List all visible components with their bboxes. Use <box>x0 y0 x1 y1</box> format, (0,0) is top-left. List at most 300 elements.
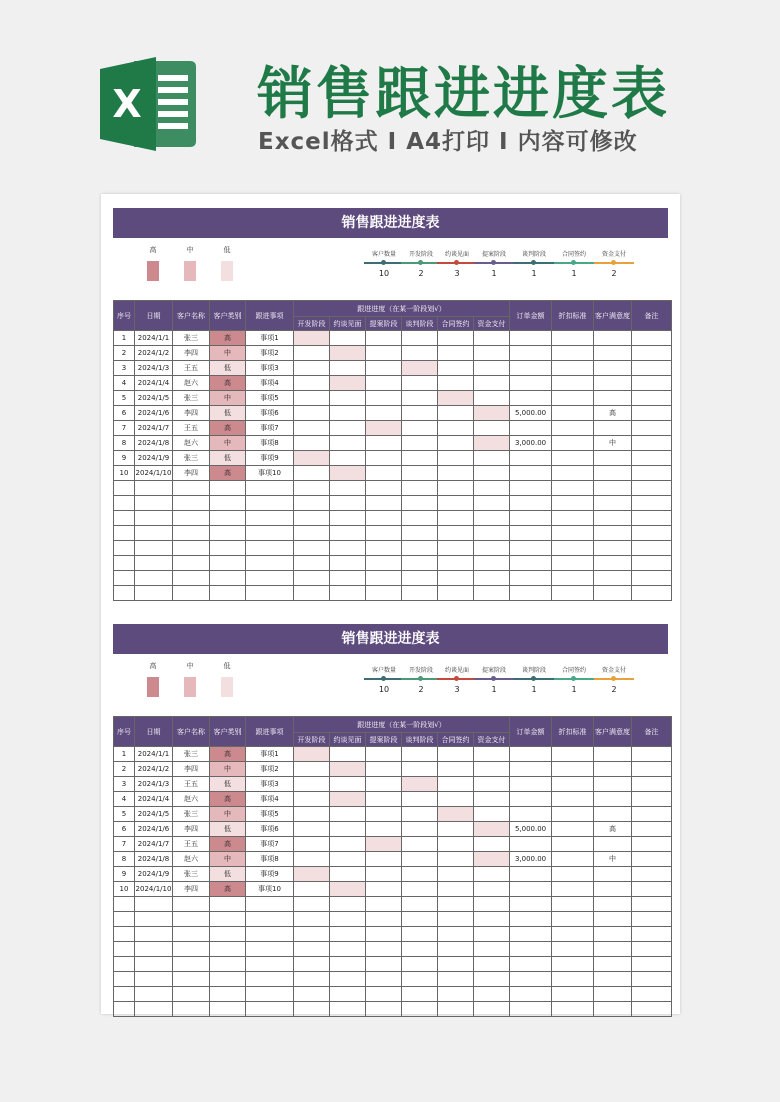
cell-note[interactable] <box>632 777 672 792</box>
cell-stage[interactable] <box>330 837 366 852</box>
cell-customer[interactable]: 张三 <box>173 391 210 406</box>
cell-empty[interactable] <box>210 586 246 601</box>
cell-empty[interactable] <box>366 511 402 526</box>
cell-empty[interactable] <box>246 957 294 972</box>
cell-discount[interactable] <box>552 807 594 822</box>
cell-empty[interactable] <box>474 541 510 556</box>
cell-stage[interactable] <box>366 822 402 837</box>
cell-date[interactable]: 2024/1/9 <box>135 451 173 466</box>
cell-category[interactable]: 中 <box>210 762 246 777</box>
cell-empty[interactable] <box>594 972 632 987</box>
cell-empty[interactable] <box>246 972 294 987</box>
cell-empty[interactable] <box>402 571 438 586</box>
cell-empty[interactable] <box>402 526 438 541</box>
cell-satisfaction[interactable] <box>594 777 632 792</box>
cell-stage[interactable] <box>474 852 510 867</box>
cell-date[interactable]: 2024/1/6 <box>135 822 173 837</box>
cell-empty[interactable] <box>366 481 402 496</box>
cell-amount[interactable]: 3,000.00 <box>510 852 552 867</box>
cell-empty[interactable] <box>402 927 438 942</box>
cell-empty[interactable] <box>246 541 294 556</box>
cell-empty[interactable] <box>474 1002 510 1017</box>
cell-discount[interactable] <box>552 822 594 837</box>
cell-seq[interactable]: 9 <box>114 867 135 882</box>
cell-stage[interactable] <box>330 762 366 777</box>
cell-stage[interactable] <box>438 436 474 451</box>
cell-empty[interactable] <box>402 481 438 496</box>
cell-stage[interactable] <box>294 406 330 421</box>
cell-stage[interactable] <box>366 777 402 792</box>
cell-empty[interactable] <box>114 481 135 496</box>
cell-stage[interactable] <box>330 867 366 882</box>
cell-note[interactable] <box>632 376 672 391</box>
cell-empty[interactable] <box>474 511 510 526</box>
cell-empty[interactable] <box>632 897 672 912</box>
cell-discount[interactable] <box>552 346 594 361</box>
cell-empty[interactable] <box>330 526 366 541</box>
cell-item[interactable]: 事项2 <box>246 762 294 777</box>
cell-empty[interactable] <box>294 1002 330 1017</box>
cell-empty[interactable] <box>402 912 438 927</box>
cell-empty[interactable] <box>510 586 552 601</box>
cell-stage[interactable] <box>402 391 438 406</box>
cell-satisfaction[interactable] <box>594 391 632 406</box>
cell-empty[interactable] <box>510 972 552 987</box>
cell-date[interactable]: 2024/1/8 <box>135 852 173 867</box>
cell-empty[interactable] <box>330 541 366 556</box>
cell-customer[interactable]: 赵六 <box>173 852 210 867</box>
cell-amount[interactable]: 5,000.00 <box>510 406 552 421</box>
cell-stage[interactable] <box>402 867 438 882</box>
cell-customer[interactable]: 李四 <box>173 466 210 481</box>
cell-empty[interactable] <box>366 556 402 571</box>
cell-item[interactable]: 事项10 <box>246 466 294 481</box>
cell-empty[interactable] <box>330 897 366 912</box>
cell-stage[interactable] <box>474 837 510 852</box>
cell-seq[interactable]: 2 <box>114 346 135 361</box>
cell-empty[interactable] <box>552 897 594 912</box>
cell-discount[interactable] <box>552 777 594 792</box>
cell-category[interactable]: 低 <box>210 406 246 421</box>
cell-empty[interactable] <box>438 987 474 1002</box>
cell-stage[interactable] <box>366 852 402 867</box>
cell-stage[interactable] <box>330 777 366 792</box>
cell-amount[interactable] <box>510 376 552 391</box>
cell-discount[interactable] <box>552 837 594 852</box>
cell-stage[interactable] <box>438 852 474 867</box>
cell-seq[interactable]: 1 <box>114 331 135 346</box>
cell-empty[interactable] <box>552 481 594 496</box>
cell-empty[interactable] <box>594 511 632 526</box>
cell-stage[interactable] <box>438 391 474 406</box>
cell-stage[interactable] <box>402 436 438 451</box>
cell-stage[interactable] <box>330 391 366 406</box>
cell-empty[interactable] <box>510 927 552 942</box>
cell-empty[interactable] <box>474 972 510 987</box>
cell-empty[interactable] <box>402 987 438 1002</box>
cell-empty[interactable] <box>632 481 672 496</box>
cell-amount[interactable] <box>510 837 552 852</box>
cell-stage[interactable] <box>438 421 474 436</box>
cell-amount[interactable]: 5,000.00 <box>510 822 552 837</box>
cell-empty[interactable] <box>246 511 294 526</box>
cell-amount[interactable] <box>510 346 552 361</box>
cell-stage[interactable] <box>474 867 510 882</box>
cell-empty[interactable] <box>173 556 210 571</box>
cell-empty[interactable] <box>114 942 135 957</box>
cell-seq[interactable]: 10 <box>114 466 135 481</box>
cell-empty[interactable] <box>402 556 438 571</box>
cell-empty[interactable] <box>594 526 632 541</box>
cell-empty[interactable] <box>474 571 510 586</box>
cell-stage[interactable] <box>438 406 474 421</box>
cell-empty[interactable] <box>594 571 632 586</box>
cell-empty[interactable] <box>173 912 210 927</box>
cell-date[interactable]: 2024/1/3 <box>135 361 173 376</box>
cell-empty[interactable] <box>135 586 173 601</box>
cell-stage[interactable] <box>402 807 438 822</box>
cell-empty[interactable] <box>114 556 135 571</box>
cell-empty[interactable] <box>294 571 330 586</box>
cell-customer[interactable]: 王五 <box>173 837 210 852</box>
cell-stage[interactable] <box>402 331 438 346</box>
cell-note[interactable] <box>632 762 672 777</box>
cell-stage[interactable] <box>438 762 474 777</box>
cell-stage[interactable] <box>294 777 330 792</box>
cell-empty[interactable] <box>135 942 173 957</box>
cell-stage[interactable] <box>294 346 330 361</box>
cell-seq[interactable]: 3 <box>114 777 135 792</box>
cell-stage[interactable] <box>474 822 510 837</box>
cell-empty[interactable] <box>330 987 366 1002</box>
cell-empty[interactable] <box>438 571 474 586</box>
cell-customer[interactable]: 李四 <box>173 882 210 897</box>
cell-empty[interactable] <box>246 927 294 942</box>
cell-empty[interactable] <box>246 586 294 601</box>
cell-stage[interactable] <box>474 466 510 481</box>
cell-stage[interactable] <box>474 421 510 436</box>
cell-empty[interactable] <box>246 912 294 927</box>
cell-empty[interactable] <box>294 942 330 957</box>
cell-empty[interactable] <box>173 897 210 912</box>
cell-satisfaction[interactable] <box>594 807 632 822</box>
cell-date[interactable]: 2024/1/8 <box>135 436 173 451</box>
cell-item[interactable]: 事项10 <box>246 882 294 897</box>
cell-stage[interactable] <box>474 762 510 777</box>
cell-empty[interactable] <box>294 957 330 972</box>
cell-empty[interactable] <box>246 496 294 511</box>
cell-note[interactable] <box>632 421 672 436</box>
cell-stage[interactable] <box>294 436 330 451</box>
cell-date[interactable]: 2024/1/4 <box>135 792 173 807</box>
cell-empty[interactable] <box>552 957 594 972</box>
cell-empty[interactable] <box>474 942 510 957</box>
cell-empty[interactable] <box>552 556 594 571</box>
cell-date[interactable]: 2024/1/10 <box>135 882 173 897</box>
cell-stage[interactable] <box>438 807 474 822</box>
cell-stage[interactable] <box>474 376 510 391</box>
cell-empty[interactable] <box>594 927 632 942</box>
cell-empty[interactable] <box>173 1002 210 1017</box>
cell-date[interactable]: 2024/1/5 <box>135 391 173 406</box>
cell-empty[interactable] <box>510 511 552 526</box>
cell-seq[interactable]: 9 <box>114 451 135 466</box>
cell-discount[interactable] <box>552 331 594 346</box>
cell-customer[interactable]: 赵六 <box>173 792 210 807</box>
cell-stage[interactable] <box>474 406 510 421</box>
cell-category[interactable]: 低 <box>210 867 246 882</box>
cell-category[interactable]: 中 <box>210 346 246 361</box>
cell-empty[interactable] <box>632 927 672 942</box>
cell-empty[interactable] <box>114 541 135 556</box>
cell-empty[interactable] <box>173 571 210 586</box>
cell-empty[interactable] <box>294 556 330 571</box>
cell-satisfaction[interactable]: 中 <box>594 852 632 867</box>
cell-customer[interactable]: 李四 <box>173 406 210 421</box>
cell-empty[interactable] <box>135 541 173 556</box>
cell-empty[interactable] <box>210 481 246 496</box>
cell-empty[interactable] <box>552 571 594 586</box>
cell-item[interactable]: 事项8 <box>246 852 294 867</box>
cell-item[interactable]: 事项6 <box>246 406 294 421</box>
cell-amount[interactable] <box>510 466 552 481</box>
cell-empty[interactable] <box>552 942 594 957</box>
cell-empty[interactable] <box>402 972 438 987</box>
cell-empty[interactable] <box>402 511 438 526</box>
cell-stage[interactable] <box>294 466 330 481</box>
cell-empty[interactable] <box>135 897 173 912</box>
cell-stage[interactable] <box>402 346 438 361</box>
cell-empty[interactable] <box>552 526 594 541</box>
cell-empty[interactable] <box>594 957 632 972</box>
cell-empty[interactable] <box>330 1002 366 1017</box>
cell-amount[interactable]: 3,000.00 <box>510 436 552 451</box>
cell-empty[interactable] <box>135 526 173 541</box>
cell-empty[interactable] <box>330 571 366 586</box>
cell-stage[interactable] <box>366 421 402 436</box>
cell-category[interactable]: 中 <box>210 436 246 451</box>
cell-stage[interactable] <box>330 406 366 421</box>
cell-empty[interactable] <box>474 556 510 571</box>
cell-stage[interactable] <box>474 807 510 822</box>
cell-empty[interactable] <box>552 972 594 987</box>
cell-empty[interactable] <box>210 541 246 556</box>
cell-amount[interactable] <box>510 792 552 807</box>
cell-empty[interactable] <box>114 897 135 912</box>
cell-stage[interactable] <box>438 837 474 852</box>
cell-stage[interactable] <box>366 807 402 822</box>
cell-empty[interactable] <box>402 942 438 957</box>
cell-stage[interactable] <box>474 747 510 762</box>
cell-empty[interactable] <box>510 526 552 541</box>
cell-amount[interactable] <box>510 391 552 406</box>
cell-stage[interactable] <box>474 391 510 406</box>
cell-empty[interactable] <box>438 957 474 972</box>
cell-empty[interactable] <box>246 556 294 571</box>
cell-stage[interactable] <box>474 792 510 807</box>
cell-satisfaction[interactable] <box>594 346 632 361</box>
cell-item[interactable]: 事项4 <box>246 376 294 391</box>
cell-empty[interactable] <box>438 556 474 571</box>
cell-empty[interactable] <box>330 957 366 972</box>
cell-amount[interactable] <box>510 882 552 897</box>
cell-empty[interactable] <box>173 942 210 957</box>
cell-empty[interactable] <box>366 526 402 541</box>
cell-empty[interactable] <box>135 927 173 942</box>
cell-empty[interactable] <box>632 1002 672 1017</box>
cell-empty[interactable] <box>246 897 294 912</box>
cell-empty[interactable] <box>330 511 366 526</box>
cell-note[interactable] <box>632 837 672 852</box>
cell-stage[interactable] <box>438 346 474 361</box>
cell-empty[interactable] <box>402 541 438 556</box>
cell-note[interactable] <box>632 466 672 481</box>
cell-satisfaction[interactable]: 高 <box>594 406 632 421</box>
cell-empty[interactable] <box>114 511 135 526</box>
cell-empty[interactable] <box>510 987 552 1002</box>
cell-customer[interactable]: 赵六 <box>173 376 210 391</box>
cell-stage[interactable] <box>294 837 330 852</box>
cell-amount[interactable] <box>510 421 552 436</box>
cell-customer[interactable]: 李四 <box>173 346 210 361</box>
cell-empty[interactable] <box>135 912 173 927</box>
cell-stage[interactable] <box>402 882 438 897</box>
cell-date[interactable]: 2024/1/1 <box>135 331 173 346</box>
cell-empty[interactable] <box>552 496 594 511</box>
cell-empty[interactable] <box>210 1002 246 1017</box>
cell-empty[interactable] <box>402 496 438 511</box>
cell-item[interactable]: 事项8 <box>246 436 294 451</box>
cell-seq[interactable]: 1 <box>114 747 135 762</box>
cell-empty[interactable] <box>294 541 330 556</box>
cell-date[interactable]: 2024/1/6 <box>135 406 173 421</box>
cell-stage[interactable] <box>402 792 438 807</box>
cell-category[interactable]: 中 <box>210 807 246 822</box>
cell-customer[interactable]: 张三 <box>173 867 210 882</box>
cell-stage[interactable] <box>366 331 402 346</box>
cell-stage[interactable] <box>402 762 438 777</box>
cell-discount[interactable] <box>552 747 594 762</box>
cell-seq[interactable]: 8 <box>114 852 135 867</box>
cell-item[interactable]: 事项9 <box>246 867 294 882</box>
cell-empty[interactable] <box>594 481 632 496</box>
cell-satisfaction[interactable] <box>594 837 632 852</box>
cell-date[interactable]: 2024/1/10 <box>135 466 173 481</box>
cell-empty[interactable] <box>210 927 246 942</box>
cell-empty[interactable] <box>366 496 402 511</box>
cell-empty[interactable] <box>552 586 594 601</box>
cell-category[interactable]: 低 <box>210 822 246 837</box>
cell-stage[interactable] <box>438 376 474 391</box>
cell-empty[interactable] <box>210 556 246 571</box>
cell-empty[interactable] <box>366 571 402 586</box>
cell-empty[interactable] <box>135 571 173 586</box>
cell-empty[interactable] <box>210 526 246 541</box>
cell-stage[interactable] <box>366 346 402 361</box>
cell-stage[interactable] <box>402 361 438 376</box>
cell-empty[interactable] <box>594 897 632 912</box>
cell-satisfaction[interactable] <box>594 747 632 762</box>
cell-stage[interactable] <box>294 361 330 376</box>
cell-empty[interactable] <box>510 481 552 496</box>
cell-category[interactable]: 高 <box>210 421 246 436</box>
cell-amount[interactable] <box>510 747 552 762</box>
cell-stage[interactable] <box>294 807 330 822</box>
cell-empty[interactable] <box>474 957 510 972</box>
cell-discount[interactable] <box>552 792 594 807</box>
cell-stage[interactable] <box>438 451 474 466</box>
cell-discount[interactable] <box>552 436 594 451</box>
cell-seq[interactable]: 6 <box>114 822 135 837</box>
cell-empty[interactable] <box>438 511 474 526</box>
cell-satisfaction[interactable] <box>594 376 632 391</box>
cell-empty[interactable] <box>294 912 330 927</box>
cell-category[interactable]: 高 <box>210 882 246 897</box>
cell-customer[interactable]: 王五 <box>173 777 210 792</box>
cell-stage[interactable] <box>438 867 474 882</box>
cell-empty[interactable] <box>474 987 510 1002</box>
cell-empty[interactable] <box>366 957 402 972</box>
cell-empty[interactable] <box>366 541 402 556</box>
cell-empty[interactable] <box>402 1002 438 1017</box>
cell-empty[interactable] <box>210 571 246 586</box>
cell-empty[interactable] <box>402 957 438 972</box>
cell-category[interactable]: 中 <box>210 391 246 406</box>
cell-seq[interactable]: 7 <box>114 837 135 852</box>
cell-note[interactable] <box>632 406 672 421</box>
cell-empty[interactable] <box>438 912 474 927</box>
cell-item[interactable]: 事项2 <box>246 346 294 361</box>
cell-empty[interactable] <box>632 496 672 511</box>
cell-empty[interactable] <box>594 556 632 571</box>
cell-empty[interactable] <box>210 987 246 1002</box>
cell-stage[interactable] <box>366 762 402 777</box>
cell-note[interactable] <box>632 436 672 451</box>
cell-stage[interactable] <box>402 376 438 391</box>
cell-satisfaction[interactable] <box>594 792 632 807</box>
cell-category[interactable]: 高 <box>210 747 246 762</box>
cell-stage[interactable] <box>366 436 402 451</box>
cell-note[interactable] <box>632 867 672 882</box>
cell-category[interactable]: 高 <box>210 837 246 852</box>
cell-seq[interactable]: 5 <box>114 391 135 406</box>
cell-satisfaction[interactable] <box>594 421 632 436</box>
cell-category[interactable]: 高 <box>210 376 246 391</box>
cell-stage[interactable] <box>474 436 510 451</box>
cell-seq[interactable]: 8 <box>114 436 135 451</box>
cell-stage[interactable] <box>474 361 510 376</box>
cell-empty[interactable] <box>552 541 594 556</box>
cell-stage[interactable] <box>330 466 366 481</box>
cell-discount[interactable] <box>552 882 594 897</box>
cell-category[interactable]: 中 <box>210 852 246 867</box>
cell-empty[interactable] <box>114 586 135 601</box>
cell-stage[interactable] <box>402 406 438 421</box>
cell-stage[interactable] <box>294 391 330 406</box>
cell-stage[interactable] <box>366 361 402 376</box>
cell-satisfaction[interactable]: 高 <box>594 822 632 837</box>
cell-stage[interactable] <box>330 882 366 897</box>
cell-stage[interactable] <box>474 331 510 346</box>
cell-empty[interactable] <box>114 571 135 586</box>
cell-empty[interactable] <box>632 526 672 541</box>
cell-empty[interactable] <box>366 927 402 942</box>
cell-empty[interactable] <box>210 972 246 987</box>
cell-item[interactable]: 事项5 <box>246 391 294 406</box>
cell-item[interactable]: 事项3 <box>246 361 294 376</box>
cell-seq[interactable]: 4 <box>114 792 135 807</box>
cell-seq[interactable]: 3 <box>114 361 135 376</box>
